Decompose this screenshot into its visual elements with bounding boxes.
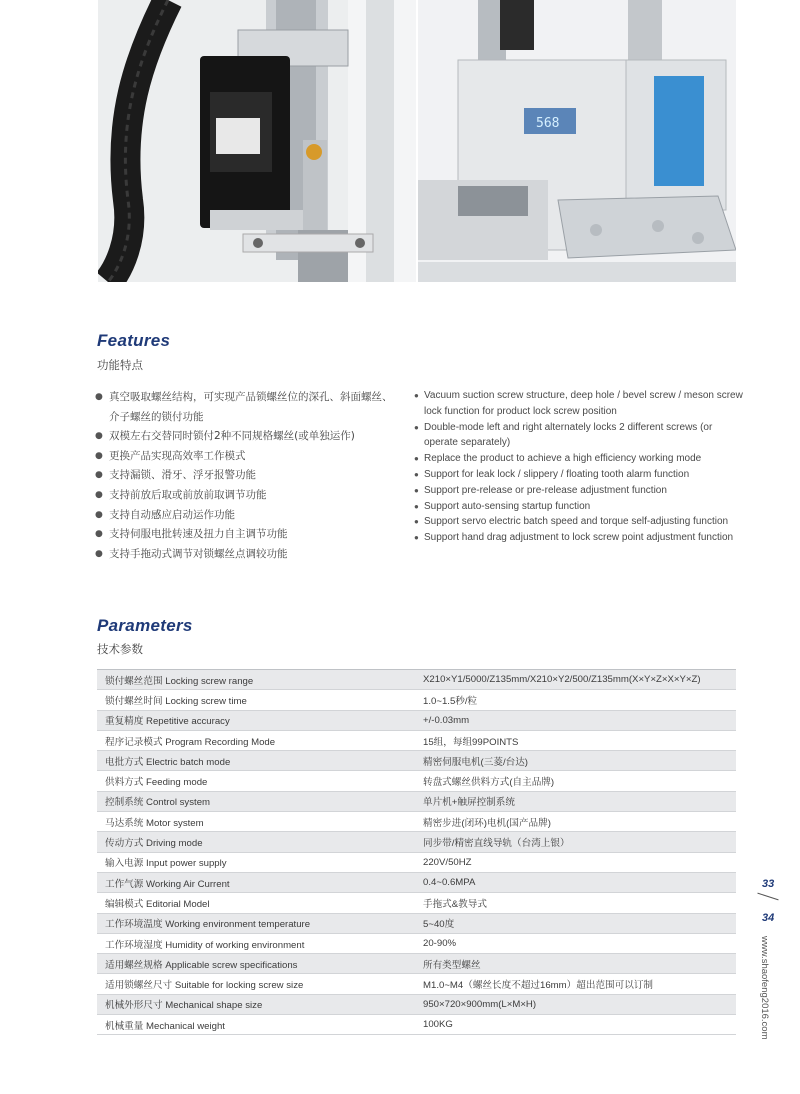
param-label: 适用锁螺丝尺寸 Suitable for locking screw size (97, 974, 405, 994)
feature-text: Support for leak lock / slippery / floating tooth alarm function (424, 468, 690, 480)
param-label: 锁付螺丝范围 Locking screw range (97, 670, 405, 690)
table-row (97, 994, 736, 1014)
features-subtitle: 功能特点 (97, 358, 143, 372)
features-title: Features (97, 331, 171, 350)
list-item (95, 486, 395, 506)
param-value: 0.4~0.6MPA (405, 872, 736, 892)
table-row (97, 913, 736, 933)
bullet-icon: ● (414, 391, 419, 400)
list-item (95, 427, 395, 447)
param-value: 20-90% (405, 933, 736, 953)
list-item (414, 483, 744, 499)
feature-text: Support pre-release or pre-release adjustment function (424, 484, 667, 496)
table-row (97, 872, 736, 892)
display-readout: 568 (536, 116, 560, 131)
list-item (95, 545, 395, 565)
table-row (97, 751, 736, 771)
feature-text: 支持前放后取或前放前取调节功能 (109, 488, 267, 501)
feature-text: Double-mode left and right alternately locks 2 different screws (or operate separately) (424, 421, 713, 449)
bullet-icon: ● (95, 548, 103, 559)
param-value: 转盘式螺丝供料方式(自主品牌) (405, 771, 736, 791)
param-value: 所有类型螺丝 (405, 954, 736, 974)
bullet-icon: ● (95, 431, 103, 442)
table-row (97, 791, 736, 811)
table-row (97, 974, 736, 994)
feature-text: Replace the product to achieve a high efficiency working mode (424, 453, 702, 465)
param-label: 工作气源 Working Air Current (97, 872, 405, 892)
bullet-icon: ● (95, 489, 103, 500)
parameters-title: Parameters (97, 616, 193, 635)
product-photos (0, 0, 800, 282)
page-number: 34 (762, 912, 775, 924)
table-row (97, 730, 736, 750)
param-value: M1.0~M4（螺丝长度不超过16mm）超出范围可以订制 (405, 974, 736, 994)
param-value: 1.0~1.5秒/粒 (405, 690, 736, 710)
feature-text: 支持自动感应启动运作功能 (109, 508, 235, 521)
bullet-icon: ● (414, 469, 419, 479)
feature-text: Vacuum suction screw structure, deep hole / bevel screw / meson screw lock function for product lock screw position (424, 390, 743, 417)
feature-text: 更换产品实现高效率工作模式 (109, 449, 246, 462)
param-value: 手拖式&教导式 (405, 893, 736, 913)
param-label: 供料方式 Feeding mode (97, 771, 405, 791)
table-row (97, 933, 736, 953)
param-label: 锁付螺丝时间 Locking screw time (97, 690, 405, 710)
param-value: 220V/50HZ (405, 852, 736, 872)
param-value: 精密步进(闭环)电机(国产品牌) (405, 812, 736, 832)
param-value: 100KG (405, 1015, 736, 1035)
bullet-icon: ● (95, 450, 103, 461)
param-value: 精密伺服电机(三菱/台达) (405, 751, 736, 771)
list-item (95, 447, 395, 467)
bullet-icon: ● (414, 501, 419, 511)
bullet-icon: ● (414, 454, 419, 464)
param-label: 机械重量 Mechanical weight (97, 1015, 405, 1035)
bullet-icon: ● (414, 422, 419, 432)
param-label: 程序记录模式 Program Recording Mode (97, 730, 405, 750)
feature-text: 支持手拖动式调节对锁螺丝点调较功能 (109, 547, 288, 560)
table-row (97, 690, 736, 710)
table-row (97, 710, 736, 730)
param-value: 15组，每组99POINTS (405, 730, 736, 750)
table-row (97, 670, 736, 690)
table-row (97, 832, 736, 852)
website-url: www.shaofeng2016.com (759, 936, 770, 1040)
list-item (414, 420, 744, 452)
table-row (97, 812, 736, 832)
bullet-icon: ● (414, 533, 419, 543)
page-number: 33 (762, 878, 775, 890)
servo-motor-photo (98, 0, 416, 282)
list-item (414, 388, 744, 420)
feature-text: Support hand drag adjustment to lock screw point adjustment function (424, 532, 734, 544)
feature-text: 支持伺服电批转速及扭力自主调节功能 (109, 528, 288, 541)
param-label: 传动方式 Driving mode (97, 832, 405, 852)
bullet-icon: ● (414, 485, 419, 495)
bullet-icon: ● (95, 392, 103, 402)
param-label: 控制系统 Control system (97, 791, 405, 811)
parameters-subtitle: 技术参数 (97, 642, 143, 656)
page-divider (757, 893, 778, 901)
feature-text: Support auto-sensing startup function (424, 500, 591, 512)
param-label: 输入电源 Input power supply (97, 852, 405, 872)
bullet-icon: ● (95, 470, 103, 481)
list-item (95, 525, 395, 545)
bullet-icon: ● (414, 517, 419, 527)
list-item (414, 530, 744, 546)
param-label: 电批方式 Electric batch mode (97, 751, 405, 771)
list-item (414, 514, 744, 530)
param-value: X210×Y1/5000/Z135mm/X210×Y2/500/Z135mm(X×Y×Z×X×Y×Z) (405, 670, 736, 690)
param-label: 工作环境温度 Working environment temperature (97, 913, 405, 933)
param-value: +/-0.03mm (405, 710, 736, 730)
bullet-icon: ● (95, 509, 103, 520)
table-row (97, 771, 736, 791)
feature-text: 支持漏锁、滑牙、浮牙报警功能 (109, 469, 256, 482)
list-item (95, 388, 395, 427)
parameters-table (97, 669, 736, 1035)
features-list-en (414, 388, 744, 546)
table-row (97, 893, 736, 913)
table-row (97, 852, 736, 872)
table-row (97, 954, 736, 974)
param-value: 同步带/精密直线导轨（台湾上银） (405, 832, 736, 852)
feature-text: Support servo electric batch speed and torque self-adjusting function (424, 516, 729, 528)
param-label: 工作环境湿度 Humidity of working environment (97, 933, 405, 953)
param-label: 重复精度 Repetitive accuracy (97, 710, 405, 730)
feature-text: 真空吸取螺丝结构，可实现产品锁螺丝位的深孔、斜面螺丝、介子螺丝的锁付功能 (109, 391, 393, 423)
feature-text: 双模左右交替同时锁付2种不同规格螺丝(或单独运作) (109, 430, 355, 443)
param-label: 适用螺丝规格 Applicable screw specifications (97, 954, 405, 974)
list-item (414, 467, 744, 483)
param-label: 编辑模式 Editorial Model (97, 893, 405, 913)
bullet-icon: ● (95, 529, 103, 540)
param-label: 机械外形尺寸 Mechanical shape size (97, 994, 405, 1014)
param-value: 950×720×900mm(L×M×H) (405, 994, 736, 1014)
param-value: 单片机+触屏控制系统 (405, 791, 736, 811)
param-label: 马达系统 Motor system (97, 812, 405, 832)
features-list-cn (95, 388, 395, 564)
table-row (97, 1015, 736, 1035)
list-item (414, 451, 744, 467)
list-item (95, 466, 395, 486)
screw-feeder-photo (418, 0, 736, 282)
list-item (414, 499, 744, 515)
list-item (95, 506, 395, 526)
param-value: 5~40度 (405, 913, 736, 933)
